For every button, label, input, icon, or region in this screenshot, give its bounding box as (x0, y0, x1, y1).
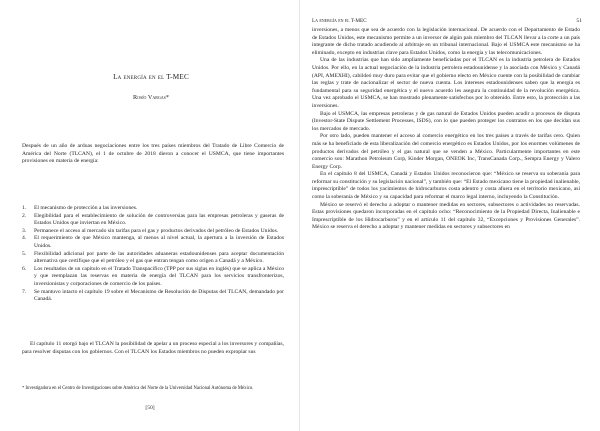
list-item-number: 4. (22, 235, 27, 242)
body-paragraph: Bajo el USMCA, las empresas petroleras y de gas natural de Estados Unidos pueden acudir a procesos de disputa (Investor-State Dispute Settlement Processes, ISDS), con lo que pueden proteger los contratos en los que decidan sus los mercados de mercado. (312, 110, 580, 132)
list-item-text: Los resultados de un capítulo en el Tratado Transpacífico (TPP por sus siglas en inglés) que se aplica a México y que reemplazan las reservas en materia de energía del TLCAN para los servicios transfronterizos, inversionistas y corporaciones de comercio de los países. (34, 265, 284, 287)
list-item-text: El mecanismo de protección a las inversiones. (34, 205, 138, 211)
list-item-text: Se mantuvo intacto el capítulo 19 sobre el Mecanismo de Resolución de Disputas del TLCAN, demandado por Canadá. (34, 288, 284, 303)
list-item-number: 2. (22, 212, 27, 219)
footnote-mark: * (22, 385, 25, 390)
running-head: La energía en el T-MEC (312, 18, 367, 24)
body-paragraph: En el capítulo 8 del USMCA, Canadá y Estados Unidos reconocieron que: “México se reserva su soberanía para reformar su constitución y su legislación nacional”, y también que: “El Estado mexicano tiene la propiedad inalienable, imprescriptible” de todos los yacimientos de hidrocarburos costa adentro y costa afuera en el territorio mexicano, así como la soberanía de México y su capacidad para reformar el marco legal interno, incluyendo la Constitución. (312, 171, 580, 201)
right-body-text (312, 27, 580, 232)
list-item-number: 1. (22, 205, 27, 211)
chapter-title: La energía en el T-MEC (113, 73, 189, 81)
intro-paragraph: Después de un año de arduas negociaciones entre los tres países miembros del Tratado de Libre Comercio de América del Norte (TLCAN), el 1 de octubre de 2018 dieron a conocer el USMCA, que tiene importantes provisiones en materia de energía: (22, 143, 284, 165)
list-item (22, 266, 284, 289)
list-item-number: 5. (22, 250, 27, 257)
list-item-text: Permanece el acceso al mercado sin tarifas para el gas y productos derivados del petróleo de Estados Unidos. (34, 227, 279, 234)
list-item (22, 228, 284, 236)
list-item-number: 6. (22, 265, 27, 272)
chapter-author: Rosío Vargas* (132, 94, 170, 101)
body-paragraph: Una de las industrias que han sido ampliamente beneficiadas por el TLCAN es la industria petrolera de Estados Unidos. Por ello, en la actual negociación de la industria petrolera estadounidense y la asociada con México y Canadá (API, AMEXHI), cabildeó muy duro para evitar que el gobierno electo en México cuente con la posibilidad de cambiar las reglas y trate de nacionalizar el sector de nueva cuenta. Los intereses estadounidenses saben que la energía es fundamental para su seguridad energética y el nuevo acuerdo les asegura la continuidad de la revolución energética. Una vez aprobado el USMCA, se han mostrado plenamente satisfechos por lo obtenido. Entre esto, la protección a las inversiones. (312, 57, 580, 109)
right-page (300, 0, 600, 431)
list-item (22, 205, 284, 213)
list-item-text: Elegibilidad para el establecimiento de solución de controversias para las empresas petroleras y gaseras de Estados Unidos que inviertan en México. (34, 212, 284, 227)
page-number-right: 51 (576, 18, 582, 24)
body-paragraph: Por otro lado, pueden mantener el acceso al comercio energético en los tres países a través de tarifas cero. Quien más se ha beneficiado de esta liberalización del comercio energético es Estados Unidos, por los enormes volúmenes de productos derivados del petróleo y el gas natural que se venden a México. Particularmente importantes en este comercio son: Marathon Petroleum Corp, Kinder Morgan, ONEOK Inc, TransCanada Corp., Sempra Energy y Valero Energy Corp. (312, 133, 580, 170)
list-item-number: 7. (22, 288, 27, 295)
list-item-number: 3. (22, 227, 27, 234)
list-item (22, 289, 284, 304)
provisions-list (22, 205, 284, 304)
body-paragraph: inversiones, a menos que sea de acuerdo con la legislación internacional. De acuerdo con el Departamento de Estado de Estados Unidos, este mecanismo permite a un inversor de algún país miembro del TLCAN llevar a la corte a un país integrante de dicho tratado acudiendo al arbitraje en un tribunal internacional. Bajo el USMCA este mecanismo se ha eliminado, excepto en industrias clave para Estados Unidos, como la energía y las telecomunicaciones. (312, 27, 580, 56)
footnote-text: Investigadora en el Centro de Investigaciones sobre América del Norte de la Universidad Nacional Autónoma de México. (25, 386, 254, 391)
list-item (22, 235, 284, 250)
list-item-text: El requerimiento de que México mantenga, al menos al nivel actual, la apertura a la inversión de Estados Unidos. (34, 235, 284, 249)
footnote (22, 385, 284, 392)
page-number-left: [50] (145, 405, 155, 411)
body-paragraph: México se reservó el derecho a adoptar o mantener medidas en sectores, subsectores o actividades no reservadas. Estas provisiones quedaron incorporadas en el capítulo ocho: “Reconocimiento de la Propiedad Directa, Inalienable e Imprescriptible de los Hidrocarburos” y en el artículo 11 del capítulo 32, “Excepciones y Provisiones Generales”. México se reserva el derecho a adoptar y mantener medidas en sectores y subsectores en (312, 201, 580, 231)
list-item (22, 251, 284, 266)
list-item-text: Flexibilidad adicional por parte de las autoridades aduaneras estadounidenses para aceptar documentación alternativa que certifique que el petróleo y el gas que entran tengan como origen a Canadá y a México. (34, 250, 284, 265)
closing-paragraph: El capítulo 11 otorgó bajo el TLCAN la posibilidad de apelar a un proceso especial a los inversores y compañías, para resolver disputas con los gobiernos. Con el TLCAN los Estados miembros no pueden expropiar sus (22, 341, 284, 355)
list-item (22, 213, 284, 228)
